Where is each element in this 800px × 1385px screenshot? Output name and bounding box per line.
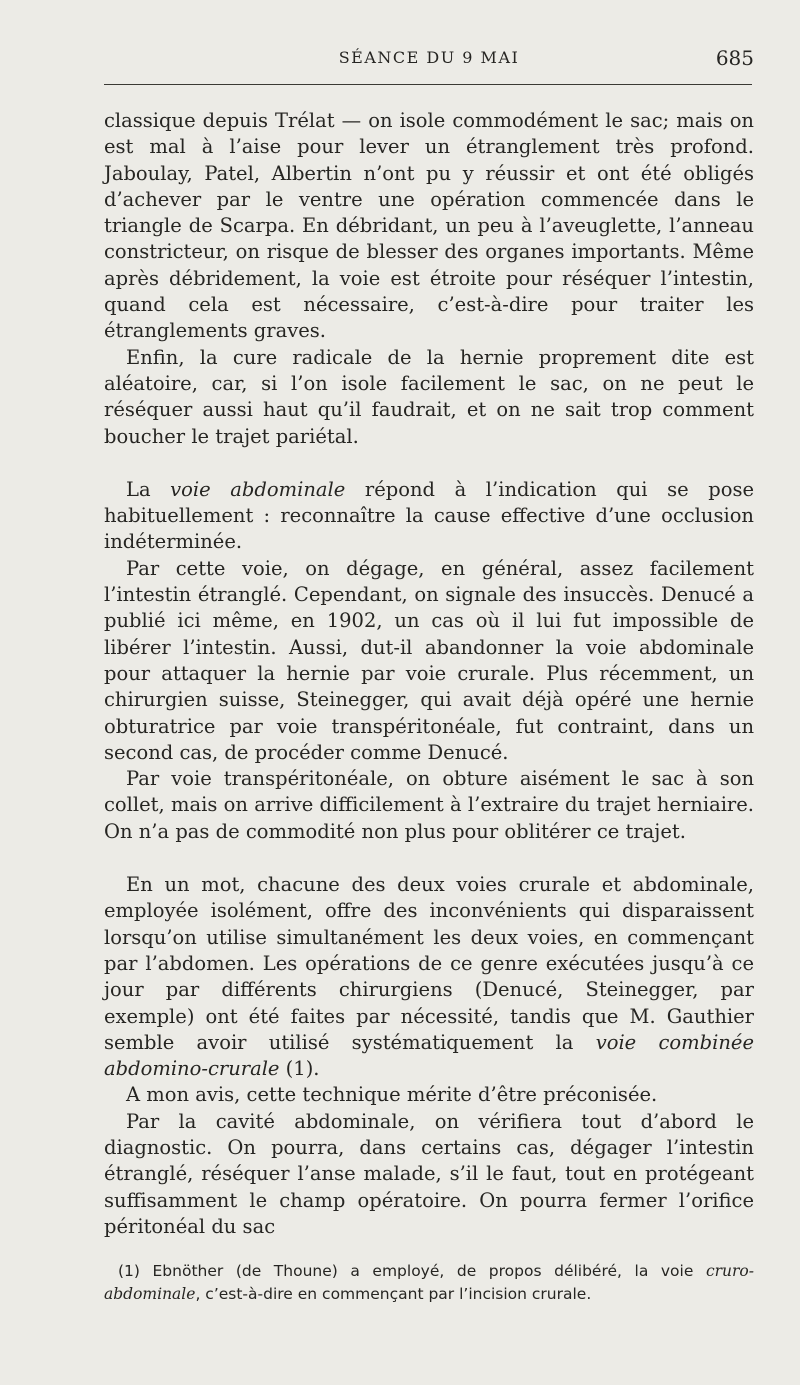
paragraph-4: Par cette voie, on dégage, en général, assez facilement l’intestin étranglé. Cependant, on signale des insuccès. Denucé a publié ici même, en 1902, un cas où il lui fut impossible de libérer l’intestin. Aussi, dut-il abandonner la voie abdominale pour attaquer la hernie par voie crurale. Plus récemment, un chirurgien suisse, Steinegger, qui avait déjà opéré une hernie obturatrice par voie transpéritonéale, fut contraint, dans un second cas, de procéder comme Denucé. xyxy=(104,556,754,764)
footnote-emphasis: cruro-abdominale xyxy=(104,1262,754,1303)
paragraph-2: Enfin, la cure radicale de la hernie proprement dite est aléatoire, car, si l’on isole facilement le sac, on ne peut le réséquer aussi haut qu’il faudrait, et on ne sait trop comment boucher le trajet pariétal. xyxy=(104,345,754,448)
paragraph-5: Par voie transpéritonéale, on obture aisément le sac à son collet, mais on arrive difficilement à l’extraire du trajet herniaire. On n’a pas de commodité non plus pour oblitérer ce trajet. xyxy=(104,767,754,843)
paragraph-6 xyxy=(104,872,754,1082)
paragraph-6-emphasis: voie combinée abdomino-crurale xyxy=(104,1030,754,1081)
paragraph-3-rest: répond à l’indication qui se pose habituellement : reconnaître la cause effective d’une occlusion indéterminée. xyxy=(104,477,754,554)
paragraph-3-emphasis: voie abdominale xyxy=(170,477,346,501)
footnote-text xyxy=(104,1260,754,1305)
paragraph-3-lead: La xyxy=(126,477,171,501)
footnote xyxy=(104,1260,754,1305)
running-title: SÉANCE DU 9 MAI xyxy=(338,48,520,67)
paragraph-6-lead: En un mot, chacune des deux voies crurale et abdominale, employée isolément, offre des inconvénients qui disparaissent lorsqu’on utilise simultanément les deux voies, en commençant par l’abdomen. Les opérations de ce genre exécutées jusqu’à ce jour par différents chirurgiens (Denucé, Steinegger, par exemple) ont été faites par nécessité, tandis que M. Gauthier semble avoir utilisé systématiquement la xyxy=(104,873,754,1054)
paragraph-1: classique depuis Trélat — on isole commodément le sac; mais on est mal à l’aise pour lever un étranglement très profond. Jaboulay, Patel, Albertin n’ont pu y réussir et ont été obligés d’achever par le ventre une opération commencée dans le triangle de Scarpa. En débridant, un peu à l’aveuglette, l’anneau constricteur, on risque de blesser des organes importants. Même après débridement, la voie est étroite pour réséquer l’intestin, quand cela est nécessaire, c’est-à-dire pour traiter les étranglements graves. xyxy=(104,109,754,343)
paragraph-7: A mon avis, cette technique mérite d’être préconisée. xyxy=(126,1083,658,1107)
paragraph-6-rest: (1). xyxy=(279,1057,320,1081)
footnote-lead: (1) Ebnöther (de Thoune) a employé, de propos délibéré, la voie xyxy=(118,1262,706,1280)
footnote-rest: , c’est-à-dire en commençant par l’incision crurale. xyxy=(195,1284,592,1303)
paragraph-8: Par la cavité abdominale, on vérifiera tout d’abord le diagnostic. On pourra, dans certains cas, dégager l’intestin étranglé, réséquer l’anse malade, s’il le faut, tout en protégeant suffisamment le champ opératoire. On pourra fermer l’orifice péritonéal du sac xyxy=(104,1109,754,1238)
body-text xyxy=(104,108,754,1240)
header-rule xyxy=(104,84,752,85)
page-number: 685 xyxy=(715,46,754,70)
running-head xyxy=(104,46,754,72)
paragraph-3 xyxy=(104,477,754,556)
